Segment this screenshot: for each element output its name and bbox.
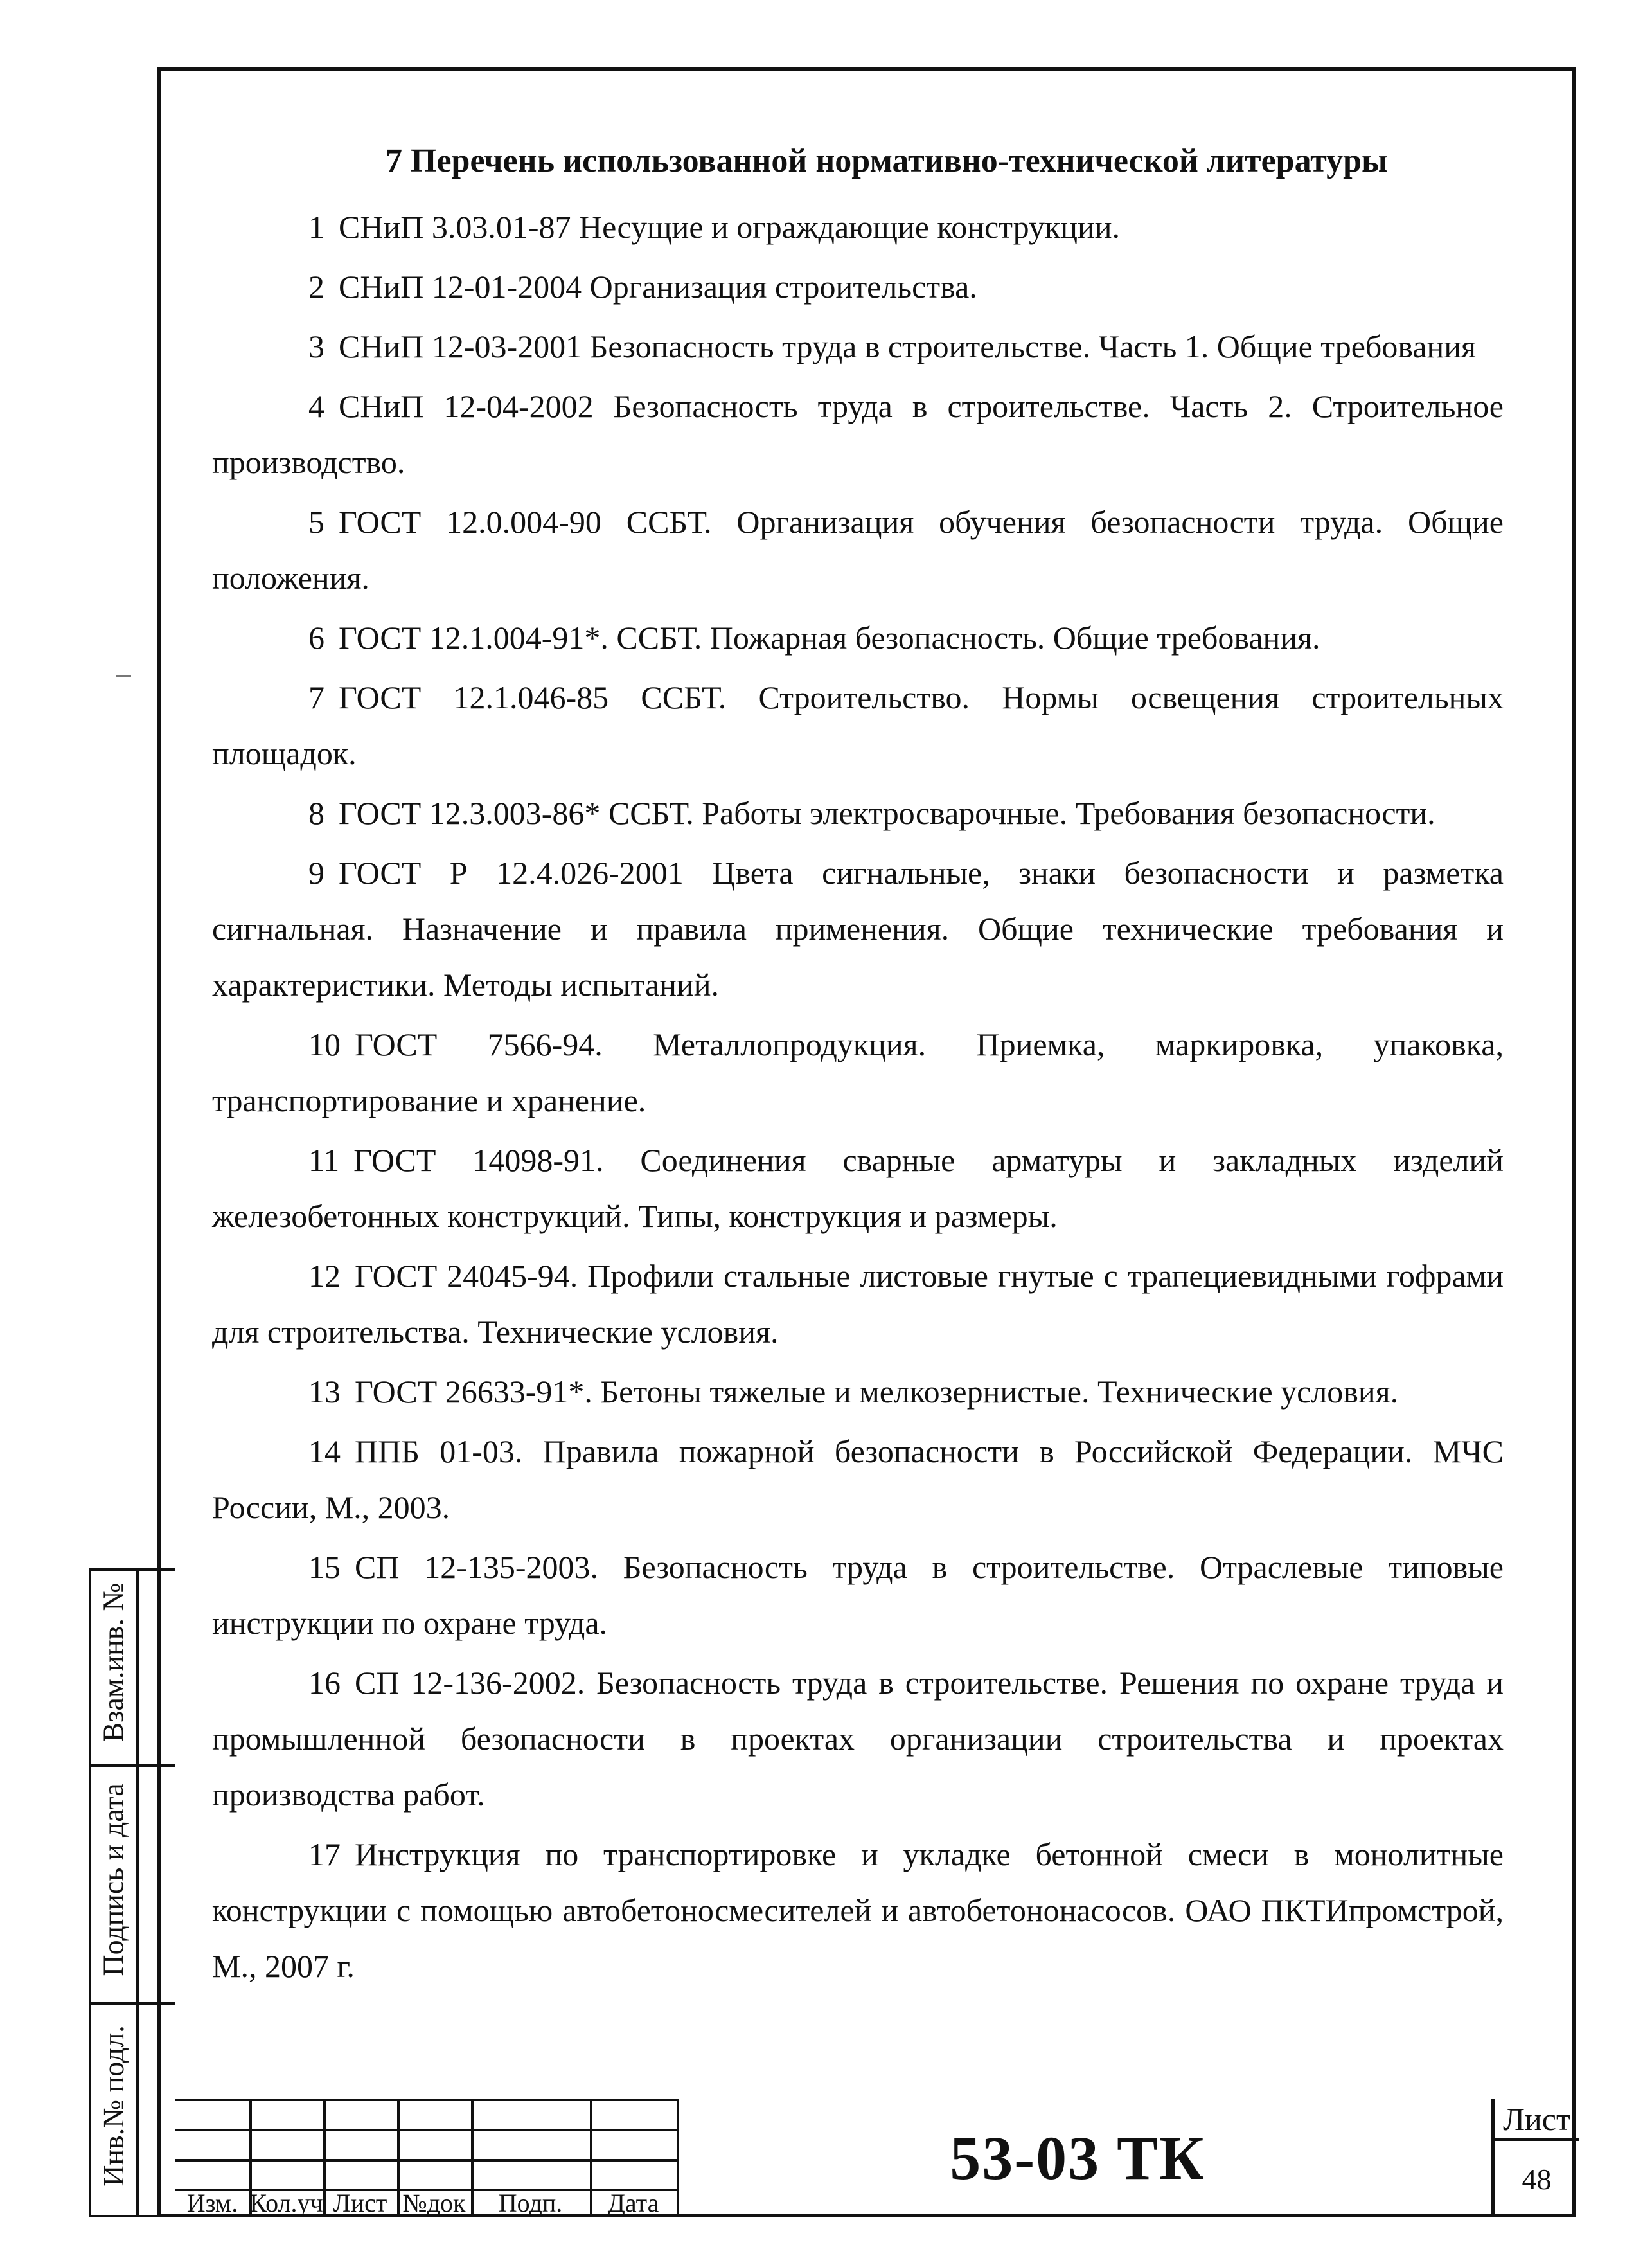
reference-number: 7: [308, 679, 324, 716]
side-label-vzam: Взам.инв. №: [96, 1582, 130, 1742]
reference-text: СНиП 12-03-2001 Безопасность труда в строительстве. Часть 1. Общие требования: [339, 328, 1477, 365]
reference-number: 4: [308, 388, 324, 425]
col-podp: Подп.: [498, 2189, 563, 2217]
reference-text: ГОСТ 26633-91*. Бетоны тяжелые и мелкозернистые. Технические условия.: [355, 1374, 1399, 1410]
sheet-label: Лист: [1495, 2099, 1579, 2141]
margin-mark: [116, 675, 131, 677]
reference-number: 13: [308, 1374, 341, 1410]
reference-number: 11: [308, 1142, 340, 1179]
reference-number: 14: [308, 1433, 341, 1470]
reference-item: [212, 1655, 1504, 1823]
reference-item: [212, 259, 1504, 315]
side-cell-inv: [91, 2005, 175, 2217]
reference-item: [212, 494, 1504, 606]
reference-text: СНиП 12-01-2004 Организация строительства.: [339, 269, 977, 305]
reference-number: 3: [308, 328, 324, 365]
reference-text: ГОСТ 12.1.046-85 ССБТ. Строительство. Нормы освещения строительных площадок.: [212, 679, 1504, 772]
section-heading: 7 Перечень использованной нормативно-технической литературы: [386, 143, 1388, 179]
reference-number: 6: [308, 620, 324, 656]
reference-text: СП 12-135-2003. Безопасность труда в строительстве. Отраслевые типовые инструкции по охране труда.: [212, 1549, 1504, 1642]
reference-item: [212, 1364, 1504, 1420]
reference-item: [212, 1539, 1504, 1651]
reference-item: [212, 199, 1504, 255]
reference-list: [212, 199, 1504, 1994]
reference-text: ГОСТ 12.1.004-91*. ССБТ. Пожарная безопасность. Общие требования.: [339, 620, 1320, 656]
reference-number: 16: [308, 1665, 341, 1701]
reference-number: 12: [308, 1258, 341, 1294]
side-cell-vzam: [91, 1571, 175, 1767]
reference-text: СП 12-136-2002. Безопасность труда в строительстве. Решения по охране труда и промышленной безопасности в проектах организации строительства и проектах производства работ.: [212, 1665, 1504, 1813]
col-ndok: №док: [402, 2189, 466, 2217]
reference-text: ГОСТ 12.3.003-86* ССБТ. Работы электросварочные. Требования безопасности.: [339, 795, 1435, 832]
side-label-podpis: Подпись и дата: [96, 1782, 130, 1976]
sheet-cell: [1491, 2099, 1579, 2217]
sheet-number: 48: [1522, 2163, 1552, 2196]
reference-number: 1: [308, 209, 324, 246]
reference-number: 17: [308, 1836, 341, 1873]
reference-text: СНиП 3.03.01-87 Несущие и ограждающие конструкции.: [339, 209, 1121, 246]
col-izm: Изм.: [186, 2189, 238, 2217]
reference-text: ГОСТ 12.0.004-90 ССБТ. Организация обучения безопасности труда. Общие положения.: [212, 504, 1504, 596]
reference-text: ГОСТ Р 12.4.026-2001 Цвета сигнальные, знаки безопасности и разметка сигнальная. Назначение и правила применения. Общие технические требования и характеристики. Методы испытаний.: [212, 855, 1504, 1003]
document-body: [212, 141, 1504, 1998]
side-stamp: [89, 1568, 175, 2217]
reference-number: 5: [308, 504, 324, 541]
reference-text: ГОСТ 24045-94. Профили стальные листовые гнутые с трапециевидными гофрами для строительства. Технические условия.: [212, 1258, 1504, 1350]
reference-item: [212, 319, 1504, 375]
reference-item: [212, 1132, 1504, 1244]
title-block: [175, 2099, 1576, 2217]
col-list: Лист: [333, 2189, 387, 2217]
reference-text: ППБ 01-03. Правила пожарной безопасности в Российской Федерации. МЧС России, М., 2003.: [212, 1433, 1504, 1526]
reference-item: [212, 670, 1504, 782]
reference-number: 2: [308, 269, 324, 305]
reference-number: 9: [308, 855, 324, 891]
col-kol-uch: Кол.уч: [249, 2189, 323, 2217]
col-data: Дата: [607, 2189, 659, 2217]
doc-code: 53-03 ТК: [950, 2124, 1205, 2192]
reference-text: СНиП 12-04-2002 Безопасность труда в строительстве. Часть 2. Строительное производство.: [212, 388, 1504, 481]
reference-item: [212, 1424, 1504, 1535]
reference-item: [212, 610, 1504, 666]
reference-item: [212, 1827, 1504, 1994]
reference-item: [212, 1248, 1504, 1360]
reference-text: ГОСТ 7566-94. Металлопродукция. Приемка, маркировка, упаковка, транспортирование и хранение.: [212, 1026, 1504, 1119]
reference-text: ГОСТ 14098-91. Соединения сварные арматуры и закладных изделий железобетонных конструкций. Типы, конструкция и размеры.: [212, 1142, 1504, 1235]
reference-number: 8: [308, 795, 324, 832]
reference-number: 10: [308, 1026, 341, 1063]
reference-item: [212, 1017, 1504, 1129]
side-cell-podpis: [91, 1767, 175, 2005]
reference-item: [212, 379, 1504, 490]
side-label-inv: Инв.№ подл.: [96, 2025, 130, 2187]
reference-number: 15: [308, 1549, 341, 1586]
revision-table: [175, 2099, 677, 2217]
doc-code-cell: [677, 2099, 1476, 2217]
reference-item: [212, 785, 1504, 841]
reference-item: [212, 845, 1504, 1013]
reference-text: Инструкция по транспортировке и укладке бетонной смеси в монолитные конструкции с помощью автобетоносмесителей и автобетононасосов. ОАО ПКТИпромстрой, М., 2007 г.: [212, 1836, 1504, 1985]
